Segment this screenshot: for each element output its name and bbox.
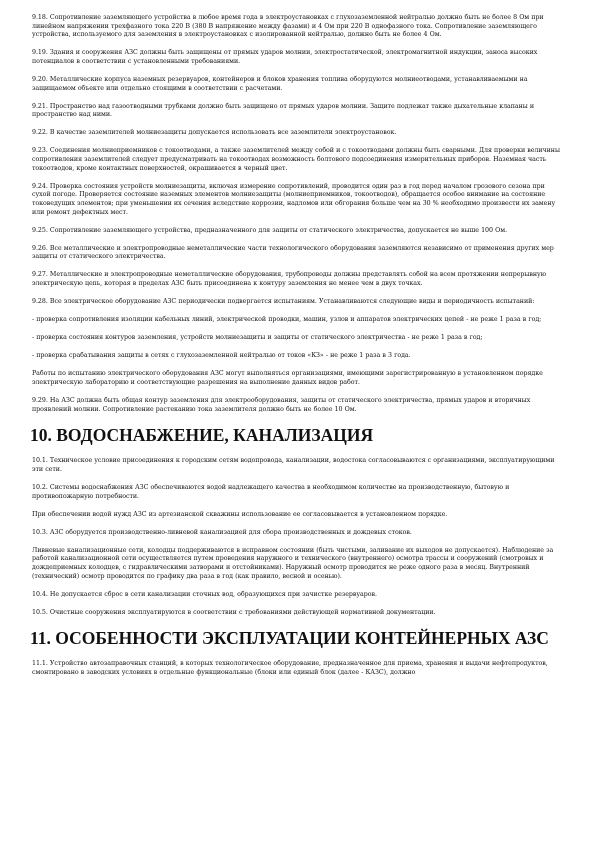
paragraph-9-29: 9.29. На АЗС должна быть общая контур заземления для электрооборудования, защиты от статического электричества, прямых ударов и вторичных проявлений молнии. Сопротивление растеканию тока заземлителя должно быть не более 10 Ом. xyxy=(32,397,531,413)
paragraph-9-25: 9.25. Сопротивление заземляющего устройства, предназначенного для защиты от статического электричества, допускается не выше 100 Ом. xyxy=(32,226,508,234)
paragraph-9-28: 9.28. Все электрическое оборудование АЗС периодически подвергается испытаниям. Устанавливаются следующие виды и периодичность испытаний: xyxy=(32,298,535,306)
paragraph-testing-works: Работы по испытанию электрического оборудования АЗС могут выполняться организациями, имеющими зарегистрированную в установленном порядке электрическую лабораторию и соответствующие разрешения на выполнение данных видов работ. xyxy=(32,370,543,387)
paragraph-9-20: 9.20. Металлические корпуса наземных резервуаров, контейнеров и блоков хранения топлива оборудуются молниеотводами, устанавливаемыми на защищаемом объекте или отдельно стоящими в соответствии с расчетами. xyxy=(32,75,528,92)
paragraph-9-21: 9.21. Пространство над газоотводными трубками должно быть защищено от прямых ударов молнии. Защите подлежат также дыхательные клапаны и пространство над ними. xyxy=(32,102,535,119)
paragraph-artesian-well: При обеспечении водой нужд АЗС из артезианской скважины использование ее согласовывается в установленном порядке. xyxy=(32,510,448,518)
list-item-protection-check: - проверка срабатывания защиты в сетях с глухозаземленной нейтралью от токов «КЗ» - не реже 1 раза в 3 года. xyxy=(32,352,411,360)
paragraph-10-3: 10.3. АЗС оборудуется производственно-ливневой канализацией для сбора производственных и дождевых стоков. xyxy=(32,528,412,536)
paragraph-9-18: 9.18. Сопротивление заземляющего устройства в любое время года в электроустановках с глухозаземленной нейтралью должно быть не более 8 Ом при линейном напряжении трехфазного тока 220 В (380 В напряжение между фазами) и 4 Ом при 220 В однофазного тока. Сопротивление заземляющего устройства, используемого для заземления в электроустановках с изолированной нейтралью, должно быть не более 4 Ом. xyxy=(32,14,544,39)
paragraph-10-1: 10.1. Техническое условие присоединения к городским сетям водопровода, канализации, водостока согласовываются с организациями, эксплуатирующими эти сети. xyxy=(32,457,555,473)
section-heading-11: 11. ОСОБЕННОСТИ ЭКСПЛУАТАЦИИ КОНТЕЙНЕРНЫХ АЗС xyxy=(30,628,549,649)
document-page xyxy=(32,14,564,687)
paragraph-9-22: 9.22. В качестве заземлителей молниезащиты допускается использовать все заземлители электроустановок. xyxy=(32,129,397,137)
paragraph-9-27: 9.27. Металлические и электропроводные неметаллические оборудования, трубопроводы должны представлять собой на всем протяжении непрерывную электрическую цепь, которая в пределах АЗС быть присоединена к контуру заземления не менее чем в двух точках. xyxy=(32,271,547,287)
paragraph-10-5: 10.5. Очистные сооружения эксплуатируются в соответствии с требованиями действующей нормативной документации. xyxy=(32,608,436,616)
paragraph-9-26: 9.26. Все металлические и электропроводные неметаллические части технологического оборудования заземляются независимо от применения других мер защиты от статического электричества. xyxy=(32,244,554,261)
paragraph-sewer-networks: Ливневые канализационные сети, колодцы поддерживаются в исправном состоянии (быть чистыми, заливание их выходов не допускается). Наблюдение за работой канализационной сети осуществляется путем проведения наружного и технического (внутреннего) осмотра трассы и сооружений (смотровых и дождеприемных колодцев, с гидравлическими затворами и отстойниками). Наружный осмотр проводится не реже одного раза в месяц. Внутренний (технический) осмотр проводится по графику два раза в год (как правило, весной и осенью). xyxy=(32,546,554,580)
list-item-insulation-check: - проверка сопротивления изоляции кабельных линий, электрической проводки, машин, узлов и аппаратов электрических цепей - не реже 1 раза в год; xyxy=(32,316,542,324)
paragraph-11-1: 11.1. Устройство автозаправочных станций, в которых технологическое оборудование, предназначенное для приема, хранения и выдачи нефтепродуктов, смонтировано в заводских условиях в отдельные функциональные (блоки или единый блок (далее - КАЗС), должно xyxy=(32,660,548,677)
paragraph-10-4: 10.4. Не допускается сброс в сети канализации сточных вод, образующихся при зачистке резервуаров. xyxy=(32,590,377,598)
section-heading-10: 10. ВОДОСНАБЖЕНИЕ, КАНАЛИЗАЦИЯ xyxy=(30,425,374,446)
paragraph-10-2: 10.2. Системы водоснабжения АЗС обеспечиваются водой надлежащего качества в необходимом количестве на производственную, бытовую и противопожарную потребности. xyxy=(32,484,510,500)
paragraph-9-24: 9.24. Проверка состояния устройств молниезащиты, включая измерение сопротивлений, проводится один раз в год перед началом грозового сезона при сухой погоде. Проверяется состояние наземных элементов молниезащиты (молниеприемников, токоотводов), обращается особое внимание на состояние токоведущих элементов; при уменьшении их сечения вследствие коррозии, надломов или обгорания больше чем на 30 % необходимо произвести их замену или ремонт дефектных мест. xyxy=(32,182,556,216)
paragraph-9-23: 9.23. Соединения молниеприемников с токоотводами, а также заземлителей между собой и с токоотводами должны быть сварными. Для проверки величины сопротивления заземлителей следует предусматривать на токоотводах возможность болтового подсоединения измерительных приборов. Наземная часть токоотводов, кроме контактных поверхностей, окрашивается в черный цвет. xyxy=(32,147,560,172)
list-item-grounding-check: - проверка состояния контуров заземления, устройств молниезащиты и защиты от статического электричества - не реже 1 раза в год; xyxy=(32,334,483,342)
paragraph-9-19: 9.19. Здания и сооружения АЗС должны быть защищены от прямых ударов молнии, электростатической, электромагнитной индукции, заноса высоких потенциалов в соответствии с установленными требованиями. xyxy=(32,49,538,65)
